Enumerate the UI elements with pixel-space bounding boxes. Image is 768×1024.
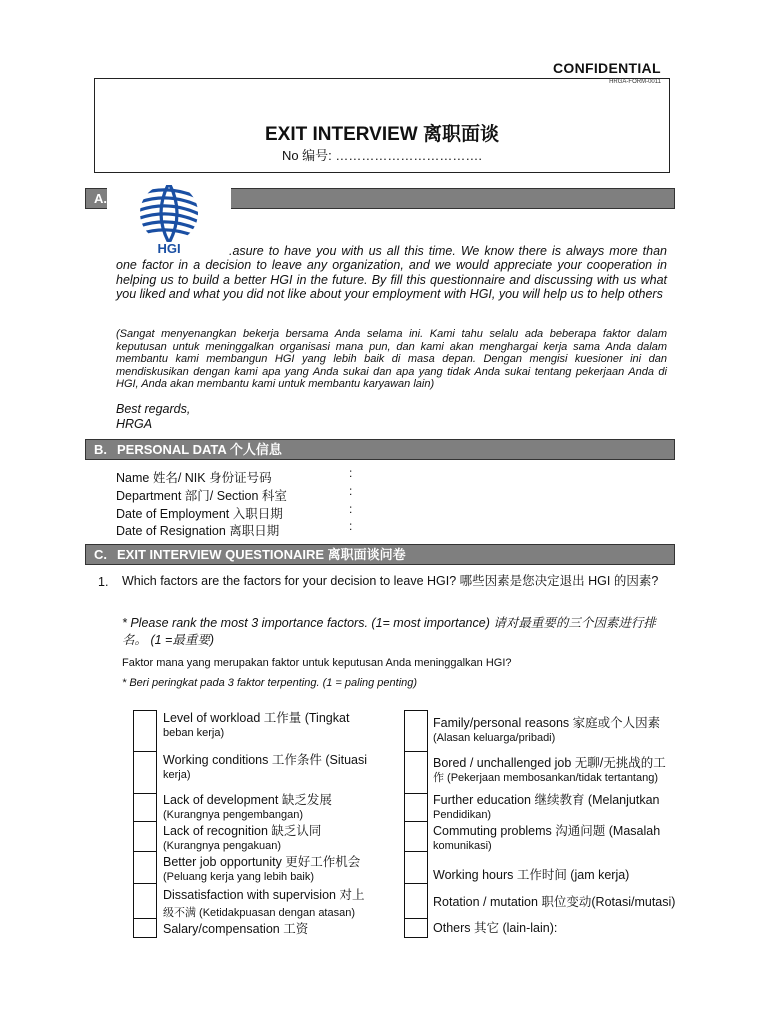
option-rotation xyxy=(433,895,675,909)
rank-box-family[interactable] xyxy=(404,710,428,752)
option-supervision xyxy=(163,887,364,922)
name-field-colon: : xyxy=(349,466,353,480)
section-a-letter: A. xyxy=(94,191,107,206)
option-bored-sub: 作 (Pekerjaan membosankan/tidak tertantang) xyxy=(433,772,659,784)
page-title: EXIT INTERVIEW 离职面谈 xyxy=(264,124,499,145)
confidential-label: CONFIDENTIAL xyxy=(553,60,661,76)
option-education-main: Further education 继续教育 (Melanjutkan xyxy=(433,793,660,807)
option-working-hours xyxy=(433,868,629,882)
rank-box-rotation[interactable] xyxy=(404,883,428,919)
rank-box-working-hours[interactable] xyxy=(404,851,428,884)
signature-line: HRGA xyxy=(116,417,153,431)
option-workload-sub: beban kerja) xyxy=(163,727,225,739)
option-family xyxy=(433,716,660,745)
option-salary-main: Salary/compensation 工资 xyxy=(163,922,309,936)
option-working-conditions-main: Working conditions 工作条件 (Situasi xyxy=(163,753,368,767)
option-lack-recognition xyxy=(163,824,321,853)
employment-date-colon: : xyxy=(349,502,353,516)
option-lack-development-sub: (Kurangnya pengembangan) xyxy=(163,809,304,821)
question-1-malay-note: * Beri peringkat pada 3 faktor terpenting. (1 = paling penting) xyxy=(122,677,418,689)
section-b-letter: B. xyxy=(94,442,107,457)
intro-malay: (Sangat menyenangkan bekerja bersama Anda selama ini. Kami tahu selalu ada beberapa faktor dalam keputusan untuk meninggalkan organisasi mana pun, dan kami akan menghargai kerja sama Anda dalam membantu kami membangun HGI yang lebih baik di masa depan. Dengan mengisi kuesioner ini dan mendiskusikan dengan kami apa yang Anda sukai dan apa yang tidak Anda sukai tentang pekerjaan Anda di HGI, Anda akan membantu kami untuk membantu karyawan lain) xyxy=(116,328,667,391)
document-number: No 编号: ……………………………. xyxy=(281,148,483,163)
option-better-job-sub: (Peluang kerja yang lebih baik) xyxy=(163,871,315,883)
option-education-sub: Pendidikan) xyxy=(433,809,492,821)
option-better-job xyxy=(163,855,360,884)
option-bored-main: Bored / unchallenged job 无聊/无挑战的工 xyxy=(433,756,666,770)
option-commuting-sub: komunikasi) xyxy=(433,840,492,852)
rank-box-supervision[interactable] xyxy=(133,883,157,919)
option-lack-recognition-main: Lack of recognition 缺乏认同 xyxy=(163,824,322,838)
title-box xyxy=(94,78,670,173)
intro-english: .asure to have you with us all this time. We know there is always more than one factor in a decision to leave any organization, and we would appreciate your cooperation in helping us to build a better HGI in the future. By fill this questionnaire and discussing with us what you liked and what you did not like about your employment with HGI, you will help us to help others xyxy=(116,244,667,302)
option-supervision-main: Dissatisfaction with supervision 对上 xyxy=(163,888,365,902)
option-commuting xyxy=(433,824,660,853)
option-bored xyxy=(433,756,666,785)
section-c-letter: C. xyxy=(94,547,107,562)
resignation-date-label: Date of Resignation 离职日期 xyxy=(116,524,280,538)
option-others-main: Others 其它 (lain-lain): xyxy=(433,921,558,935)
resignation-date-colon: : xyxy=(349,519,353,533)
option-commuting-main: Commuting problems 沟通问题 (Masalah xyxy=(433,824,661,838)
question-1-malay: Faktor mana yang merupakan faktor untuk keputusan Anda meninggalkan HGI? xyxy=(122,657,512,669)
rank-box-commuting[interactable] xyxy=(404,821,428,852)
employment-date-label: Date of Employment 入职日期 xyxy=(116,507,283,521)
option-better-job-main: Better job opportunity 更好工作机会 xyxy=(163,855,361,869)
rank-box-bored[interactable] xyxy=(404,751,428,794)
option-lack-development xyxy=(163,793,332,822)
option-working-hours-main: Working hours 工作时间 (jam kerja) xyxy=(433,868,630,882)
question-1-text: Which factors are the factors for your decision to leave HGI? 哪些因素是您决定退出 HGI 的因素? xyxy=(122,574,659,588)
option-family-main: Family/personal reasons 家庭或个人因素 xyxy=(433,716,661,730)
rank-box-others[interactable] xyxy=(404,918,428,938)
rank-box-salary[interactable] xyxy=(133,918,157,938)
section-b-title: PERSONAL DATA 个人信息 xyxy=(117,442,282,457)
form-code: HRGA-FORM-0011 xyxy=(609,79,661,85)
option-education xyxy=(433,793,659,822)
logo-text: HGI xyxy=(157,241,181,255)
option-lack-recognition-sub: (Kurangnya pengakuan) xyxy=(163,840,282,852)
option-workload-main: Level of workload 工作量 (Tingkat xyxy=(163,711,350,725)
option-working-conditions xyxy=(163,753,367,782)
department-field-colon: : xyxy=(349,484,353,498)
section-c-header xyxy=(85,544,675,565)
option-rotation-main: Rotation / mutation 职位变动(Rotasi/mutasi) xyxy=(433,895,676,909)
department-field-label: Department 部门/ Section 科室 xyxy=(116,489,287,503)
section-c-title: EXIT INTERVIEW QUESTIONAIRE 离职面谈问卷 xyxy=(117,547,406,562)
rank-box-workload[interactable] xyxy=(133,710,157,752)
option-others xyxy=(433,921,557,935)
option-working-conditions-sub: kerja) xyxy=(163,769,191,781)
question-1-rank-note: * Please rank the most 3 importance factors. (1= most importance) 请对最重要的三个因素进行排名。 (1 =最重要) xyxy=(122,616,656,647)
option-family-sub: (Alasan keluarga/pribadi) xyxy=(433,732,556,744)
section-b-header xyxy=(85,439,675,460)
option-workload xyxy=(163,711,349,740)
rank-box-working-conditions[interactable] xyxy=(133,751,157,794)
question-1-number: 1. xyxy=(98,575,109,589)
rank-box-better-job[interactable] xyxy=(133,851,157,884)
name-field-label: Name 姓名/ NIK 身份证号码 xyxy=(116,471,272,485)
rank-box-education[interactable] xyxy=(404,793,428,822)
option-lack-development-main: Lack of development 缺乏发展 xyxy=(163,793,332,807)
rank-box-lack-recognition[interactable] xyxy=(133,821,157,852)
option-supervision-sub: 级不满 (Ketidakpuasan dengan atasan) xyxy=(163,907,356,919)
regards-line: Best regards, xyxy=(116,402,191,416)
option-salary xyxy=(163,922,308,936)
rank-box-lack-development[interactable] xyxy=(133,793,157,822)
